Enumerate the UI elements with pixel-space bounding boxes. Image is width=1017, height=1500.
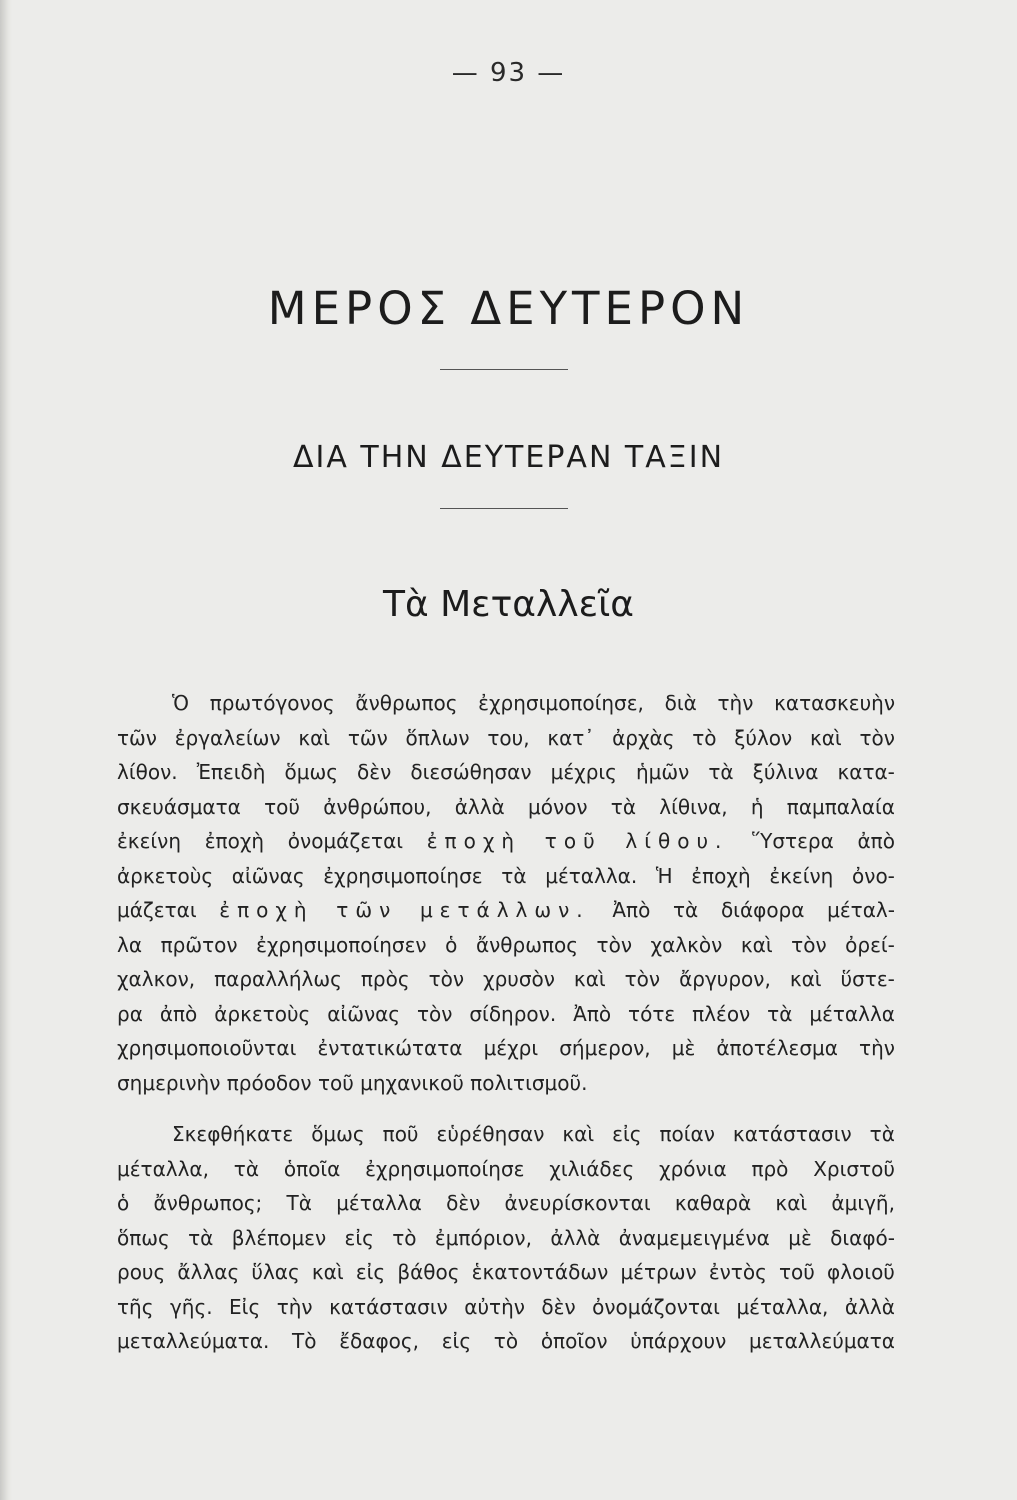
text-line: [117, 997, 895, 1032]
word: τὸ: [493, 1329, 519, 1353]
word: τὴν: [859, 1036, 895, 1060]
word: Ὕστερα: [752, 829, 834, 853]
word: πρῶτον: [160, 932, 238, 957]
word: ἀλλὰ: [844, 1294, 895, 1319]
word: καὶ: [740, 932, 773, 957]
text-line: [117, 859, 895, 894]
text-line: [117, 1290, 895, 1325]
text-line: [117, 686, 895, 721]
word: καὶ: [573, 967, 606, 991]
emphasized-term: ἐποχὴ: [426, 829, 522, 853]
word: μέταλλα: [336, 1191, 422, 1215]
word: μὲ: [788, 1225, 812, 1250]
emphasized-term: τοῦ: [544, 829, 602, 853]
word: ἀνευρίσκονται: [504, 1191, 651, 1215]
word: ὁ: [117, 1191, 130, 1215]
text-line: [117, 1186, 895, 1221]
word: τὰ: [708, 760, 734, 784]
word: χρόνια: [659, 1156, 727, 1181]
word: τὰ: [188, 1225, 214, 1250]
word: καὶ: [789, 967, 822, 991]
title-divider: [440, 369, 568, 370]
word: παμπαλαία: [786, 794, 895, 819]
word: μέταλλα.: [545, 863, 638, 888]
word: τῶν: [347, 725, 388, 750]
text-line: [117, 1031, 895, 1066]
page-edge: [0, 0, 12, 1500]
word: ξύλινα: [752, 760, 819, 784]
word: ἄνθρωπος;: [153, 1191, 263, 1215]
word: μὲ: [671, 1036, 696, 1060]
word: ἄργυρον,: [679, 967, 771, 991]
word: αὐτὴν: [464, 1294, 525, 1319]
word: τὰ: [233, 1156, 260, 1181]
word: τὰ: [501, 863, 527, 888]
word: ἄλλας: [177, 1260, 240, 1284]
word: τὸν: [416, 1001, 453, 1026]
text-line: [117, 1255, 895, 1290]
word: βάθος: [397, 1260, 460, 1284]
word: μέτρων: [620, 1260, 697, 1284]
word: ὑπάρχουν: [630, 1329, 727, 1353]
word: ὕλας: [251, 1260, 300, 1284]
word: τὸν: [596, 932, 632, 957]
word: καὶ: [311, 1260, 344, 1284]
text-line: [117, 1066, 895, 1101]
word: Σκεφθήκατε: [172, 1122, 294, 1146]
word: ὁποῖον: [540, 1329, 608, 1353]
word: τῶν: [117, 725, 157, 750]
word: μέταλλα,: [117, 1156, 209, 1181]
word: εἰς: [441, 1329, 472, 1353]
word: αἰῶνας: [327, 1001, 401, 1026]
word: φλοιοῦ: [827, 1260, 895, 1284]
word: ἀρχὰς: [612, 725, 675, 750]
subtitle-divider: [440, 508, 568, 509]
word: καὶ: [775, 1191, 808, 1215]
text-line: [117, 893, 895, 928]
word: ἐκείνη: [117, 829, 182, 853]
word: ὕστε-: [840, 967, 895, 991]
word: διάφορα: [720, 898, 805, 922]
word: ὀνο-: [852, 863, 895, 888]
word: Τὸ: [292, 1329, 317, 1353]
word: σημερινὴν πρόοδον τοῦ μηχανικοῦ πολιτισμοῦ.: [117, 1070, 588, 1095]
word: τοῦ: [779, 1260, 815, 1284]
word: ἐντὸς: [708, 1260, 767, 1284]
word: εἰς: [355, 1260, 386, 1284]
word: λίθινα,: [659, 794, 728, 819]
word: πλέον: [692, 1001, 751, 1026]
text-line: [117, 824, 895, 859]
word: λα: [117, 932, 143, 957]
word: μάζεται: [117, 898, 197, 922]
word: κατα-: [837, 760, 895, 784]
word: σκευάσματα: [117, 794, 241, 819]
word: κατ᾽: [547, 725, 595, 750]
word: ἐκείνη: [769, 863, 834, 888]
word: κατασκευὴν: [774, 691, 895, 715]
word: τὸ: [392, 1225, 417, 1250]
word: ἐχρησιμοποίησε,: [478, 691, 644, 715]
text-line: [117, 928, 895, 963]
word: ἔδαφος,: [339, 1329, 419, 1353]
word: ἀρκετοὺς: [214, 1001, 311, 1026]
word: τῆς: [117, 1294, 154, 1319]
word: εἰς: [344, 1225, 374, 1250]
word: Ἀπὸ: [612, 898, 651, 922]
word: ὁποῖα: [283, 1156, 341, 1181]
word: Χριστοῦ: [813, 1156, 895, 1181]
word: ὀνομάζεται: [287, 829, 404, 853]
word: Τὰ: [286, 1191, 312, 1215]
word: τὸν: [791, 932, 827, 957]
word: ξύλον: [734, 725, 793, 750]
word: ἑκατοντάδων: [471, 1260, 609, 1284]
word: κατάστασιν: [329, 1294, 448, 1319]
word: ἡμῶν: [635, 760, 690, 784]
word: καὶ: [298, 725, 331, 750]
text-line: [117, 790, 895, 825]
word: χρησιμοποιοῦνται: [117, 1036, 297, 1060]
page-number: — 93 —: [451, 58, 566, 88]
word: ὀνομάζονται: [592, 1294, 720, 1319]
chapter-title: Τὰ Μεταλλεῖα: [382, 584, 635, 625]
word: μέχρι: [483, 1036, 539, 1060]
word: Ὁ: [172, 691, 189, 715]
word: ρους: [117, 1260, 166, 1284]
emphasized-term: τῶν: [336, 898, 398, 922]
word: εὑρέθησαν: [436, 1122, 545, 1146]
word: εἰς: [612, 1122, 642, 1146]
word: ποῦ: [382, 1122, 419, 1146]
word: τὴν: [717, 691, 754, 715]
word: αἰῶνας: [231, 863, 305, 888]
word: μέταλλα: [809, 1001, 895, 1026]
word: τὸν: [428, 967, 465, 991]
word: Ἡ: [655, 863, 673, 888]
word: ἐποχὴ: [204, 829, 265, 853]
word: ὅμως: [284, 760, 338, 784]
word: κατάστασιν: [732, 1122, 852, 1146]
word: τοῦ: [264, 794, 300, 819]
word: διεσώθησαν: [410, 760, 532, 784]
text-line: [117, 721, 895, 756]
word: ἐντατικώτατα: [317, 1036, 463, 1060]
word: παραλλήλως: [214, 967, 342, 991]
word: βλέπομεν: [231, 1225, 327, 1250]
word: ἐμπόριον,: [434, 1225, 532, 1250]
word: Ἐπειδὴ: [196, 760, 266, 784]
word: ἀρκετοὺς: [117, 863, 214, 888]
word: πρωτόγονος: [209, 691, 335, 715]
word: καὶ: [562, 1122, 595, 1146]
word: ὅμως: [311, 1122, 365, 1146]
word: διαφό-: [830, 1225, 895, 1250]
word: μέταλ-: [827, 898, 895, 922]
word: λίθον.: [117, 760, 178, 784]
body-text: [117, 686, 895, 1359]
word: τὸν: [859, 725, 895, 750]
text-line: [117, 962, 895, 997]
word: ὅπλων: [405, 725, 470, 750]
word: ἀποτέλεσμα: [716, 1036, 838, 1060]
word: καὶ: [809, 725, 842, 750]
paragraph: [117, 1117, 895, 1359]
word: χιλιάδες: [549, 1156, 635, 1181]
class-title: ΔΙΑ ΤΗΝ ΔΕΥΤΕΡΑΝ ΤΑΞΙΝ: [292, 440, 725, 475]
word: ἀλλὰ: [550, 1225, 601, 1250]
word: ἀναμεμειγμένα: [618, 1225, 770, 1250]
emphasized-term: ἐποχὴ: [219, 898, 314, 922]
word: τὴν: [276, 1294, 313, 1319]
word: Εἰς: [229, 1294, 261, 1319]
paragraph: [117, 686, 895, 1100]
word: σίδηρον.: [469, 1001, 557, 1026]
word: ἄνθρωπος: [355, 691, 458, 715]
word: ἐχρησιμοποίησεν: [256, 932, 427, 957]
word: ὀρεί-: [845, 932, 895, 957]
word: τὰ: [673, 898, 699, 922]
text-line: [117, 1152, 895, 1187]
word: ὅπως: [117, 1225, 170, 1250]
word: τότε: [628, 1001, 676, 1026]
word: δὲν: [446, 1191, 481, 1215]
word: ἐχρησιμοποίησε: [323, 863, 483, 888]
part-title: ΜΕΡΟΣ ΔΕΥΤΕΡΟΝ: [267, 282, 750, 335]
word: ἐχρησιμοποίησε: [365, 1156, 525, 1181]
word: ἄνθρωπος: [475, 932, 578, 957]
word: τὰ: [610, 794, 637, 819]
word: ρα: [117, 1001, 143, 1026]
text-line: [117, 1324, 895, 1359]
word: χρυσὸν: [483, 967, 555, 991]
word: τὰ: [869, 1122, 895, 1146]
word: χαλκὸν: [650, 932, 723, 957]
word: διὰ: [664, 691, 697, 715]
word: του,: [487, 725, 530, 750]
word: καθαρὰ: [674, 1191, 752, 1215]
word: ἐποχὴ: [691, 863, 751, 888]
word: χαλκον,: [117, 967, 196, 991]
word: μεταλλεύματα.: [117, 1329, 270, 1353]
word: μεταλλεύματα: [749, 1329, 895, 1353]
word: δὲν: [541, 1294, 576, 1319]
word: τὸν: [624, 967, 661, 991]
word: μέταλλα,: [736, 1294, 829, 1319]
word: ἀμιγῆ,: [831, 1191, 895, 1215]
word: μόνον: [528, 794, 588, 819]
word: πρὸ: [751, 1156, 789, 1181]
word: γῆς.: [169, 1294, 213, 1319]
text-line: [117, 1221, 895, 1256]
word: πρὸς: [360, 967, 410, 991]
word: ἡ: [750, 794, 764, 819]
word: ἐργαλείων: [174, 725, 281, 750]
word: ἀπὸ: [857, 829, 895, 853]
word: ἀπὸ: [159, 1001, 198, 1026]
word: ποίαν: [659, 1122, 715, 1146]
word: δὲν: [357, 760, 392, 784]
word: μέχρις: [550, 760, 617, 784]
word: ἀλλὰ: [454, 794, 505, 819]
emphasized-term: μετάλλων.: [419, 898, 590, 922]
word: σήμερον,: [559, 1036, 651, 1060]
word: τὰ: [767, 1001, 793, 1026]
word: ἀνθρώπου,: [323, 794, 432, 819]
word: Ἀπὸ: [573, 1001, 612, 1026]
word: τὸ: [692, 725, 717, 750]
text-line: [117, 1117, 895, 1152]
word: ὁ: [445, 932, 458, 957]
emphasized-term: λίθου.: [625, 829, 729, 853]
text-line: [117, 755, 895, 790]
